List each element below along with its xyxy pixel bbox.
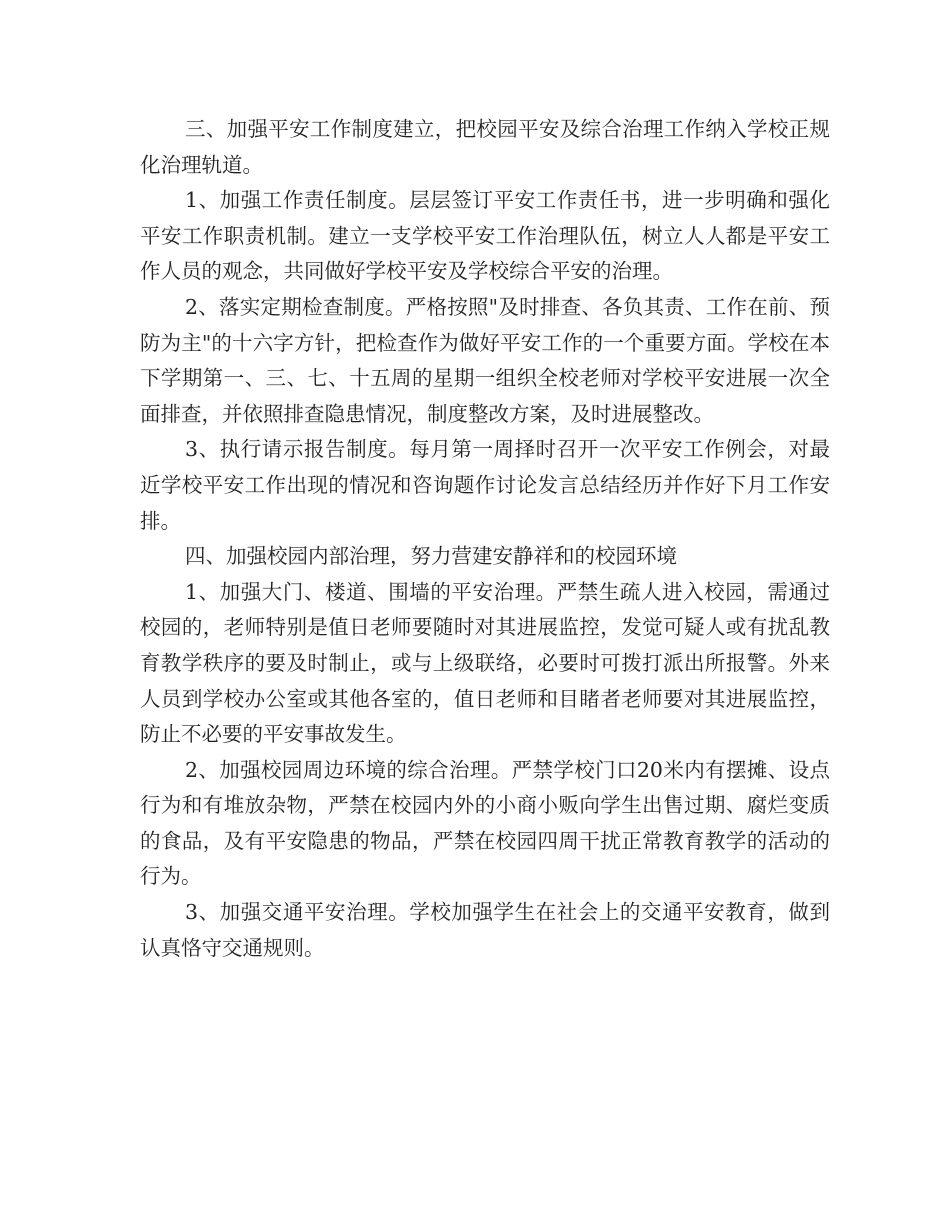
paragraph-reporting-system: 3、执行请示报告制度。每月第一周择时召开一次平安工作例会，对最近学校平安工作出现的情况和咨询题作讨论发言总结经历并作好下月工作安排。 [140, 437, 830, 533]
section-heading-3: 三、加强平安工作制度建立，把校园平安及综合治理工作纳入学校正规化治理轨道。 [140, 117, 830, 177]
paragraph-inspection-system: 2、落实定期检查制度。严格按照"及时排查、各负其责、工作在前、预防为主"的十六字方针，把检查作为做好平安工作的一个重要方面。学校在本下学期第一、三、七、十五周的星期一组织全校老师对学校平安进展一次全面排查，并依照排查隐患情况，制度整改方案，及时进展整改。 [140, 294, 830, 426]
paragraph-traffic-safety: 3、加强交通平安治理。学校加强学生在社会上的交通平安教育，做到认真恪守交通规则。 [140, 900, 830, 960]
paragraph-responsibility-system: 1、加强工作责任制度。层层签订平安工作责任书，进一步明确和强化平安工作职责机制。建立一支学校平安工作治理队伍，树立人人都是平安工作人员的观念，共同做好学校平安及学校综合平安的治理。 [140, 188, 830, 284]
section-heading-4: 四、加强校园内部治理，努力营建安静祥和的校园环境 [185, 544, 677, 569]
document-body [140, 112, 830, 966]
paragraph-gate-management: 1、加强大门、楼道、围墙的平安治理。严禁生疏人进入校园，需通过校园的，老师特别是值日老师要随时对其进展监控，发觉可疑人或有扰乱教育教学秩序的要及时制止，或与上级联络，必要时可拨打派出所报警。外来人员到学校办公室或其他各室的，值日老师和目睹者老师要对其进展监控，防止不必要的平安事故发生。 [140, 579, 830, 747]
paragraph-surroundings-management: 2、加强校园周边环境的综合治理。严禁学校门口20米内有摆摊、设点行为和有堆放杂物，严禁在校园内外的小商小贩向学生出售过期、腐烂变质的食品，及有平安隐患的物品，严禁在校园四周干扰正常教育教学的活动的行为。 [140, 757, 830, 889]
